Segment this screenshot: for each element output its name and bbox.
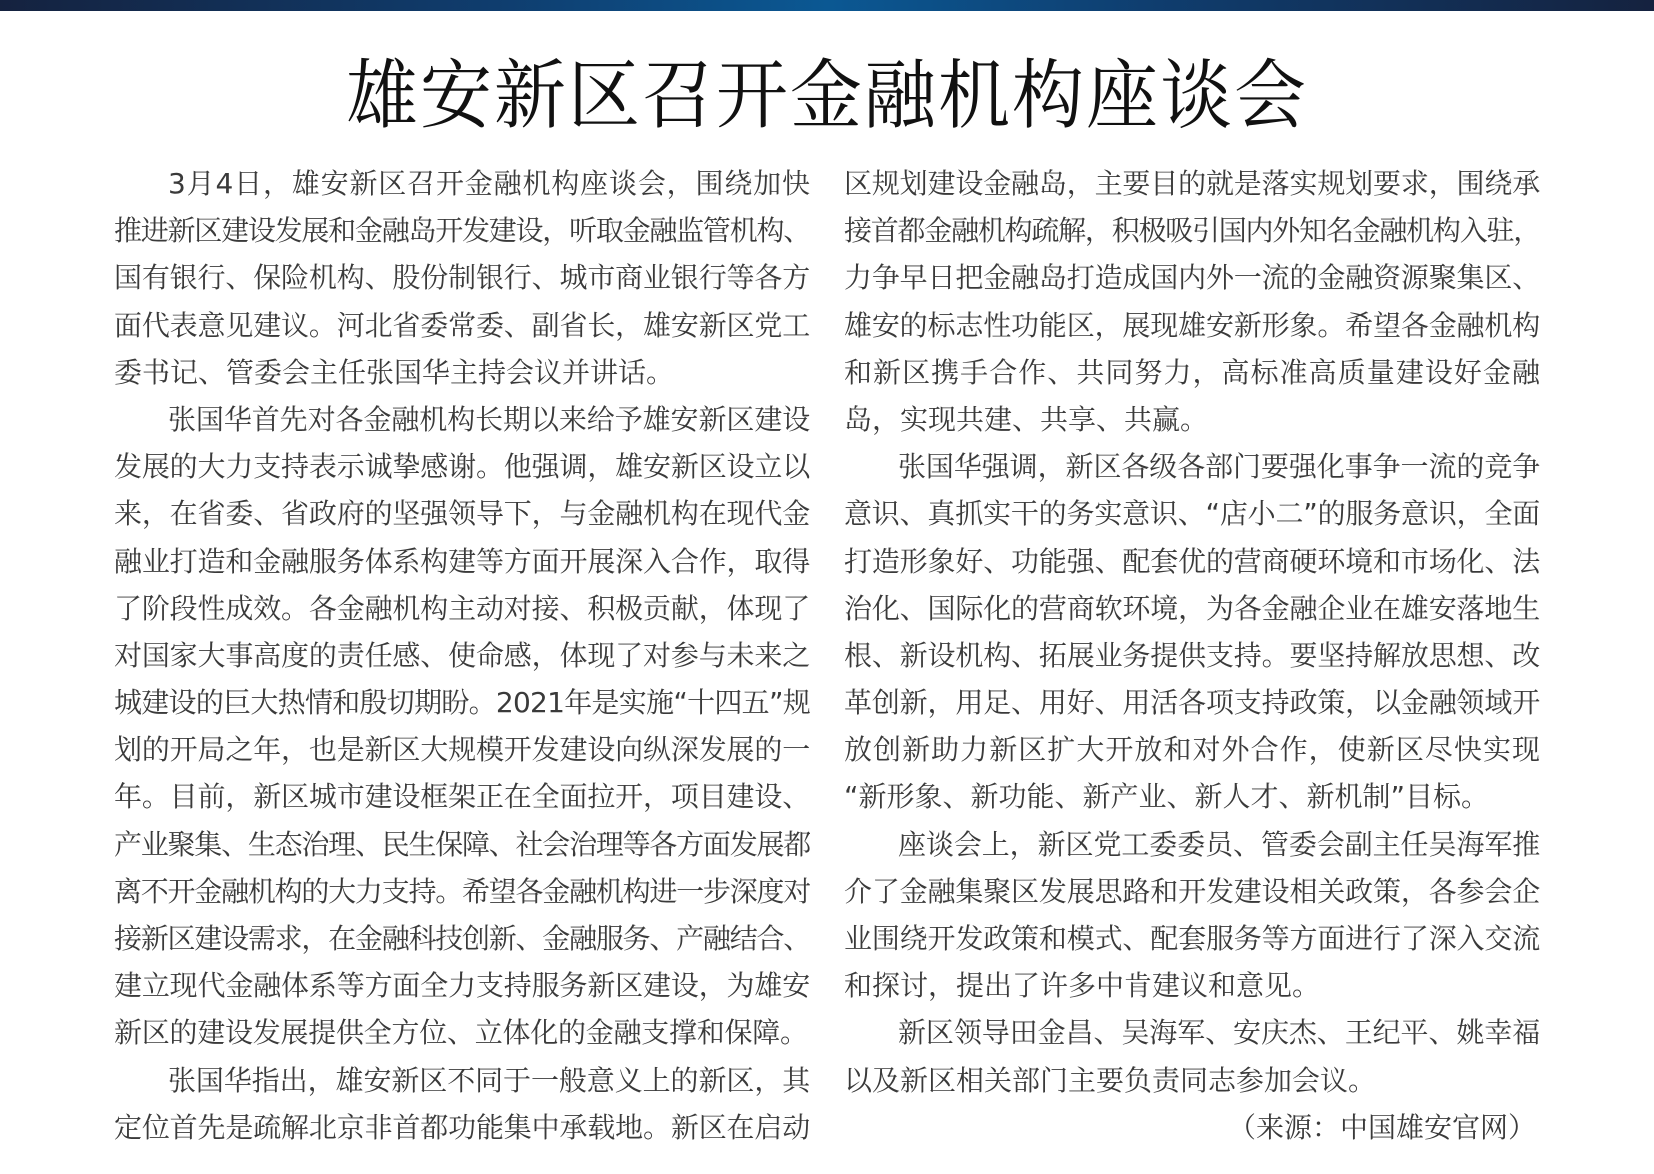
paragraph-line: 区规划建设金融岛，主要目的就是落实规划要求，围绕承	[844, 167, 1540, 200]
paragraph-line: 发展的大力支持表示诚挚感谢。他强调，雄安新区设立以	[114, 450, 810, 484]
article-column-left	[114, 160, 810, 1151]
paragraph-line: 划的开局之年，也是新区大规模开发建设向纵深发展的一	[114, 733, 810, 767]
paragraph-line: 业围绕开发政策和模式、配套服务等方面进行了深入交流	[844, 922, 1540, 955]
paragraph-line: 推进新区建设发展和金融岛开发建设，听取金融监管机构、	[114, 214, 810, 248]
paragraph-line: 接新区建设需求，在金融科技创新、金融服务、产融结合、	[114, 922, 810, 955]
paragraph-line: 来，在省委、省政府的坚强领导下，与金融机构在现代金	[114, 497, 810, 531]
paragraph-line: 张国华强调，新区各级各部门要强化事争一流的竞争	[898, 450, 1540, 484]
paragraph-line: 城建设的巨大热情和殷切期盼。2021年是实施“十四五”规	[114, 686, 810, 720]
paragraph-line: 雄安的标志性功能区，展现雄安新形象。希望各金融机构	[844, 308, 1540, 342]
paragraph-line: 根、新设机构、拓展业务提供支持。要坚持解放思想、改	[844, 638, 1540, 672]
paragraph-line: 介了金融集聚区发展思路和开发建设相关政策，各参会企	[844, 874, 1540, 908]
paragraph-line: 和探讨，提出了许多中肯建议和意见。	[844, 969, 1321, 1003]
paragraph-line: 以及新区相关部门主要负责同志参加会议。	[844, 1063, 1377, 1097]
paragraph-line: “新形象、新功能、新产业、新人才、新机制”目标。	[844, 780, 1490, 814]
paragraph-line: 新区领导田金昌、吴海军、安庆杰、王纪平、姚幸福	[898, 1016, 1540, 1050]
paragraph-line: 治化、国际化的营商软环境，为各金融企业在雄安落地生	[844, 591, 1540, 625]
article-paragraph	[114, 160, 810, 396]
article-title: 雄安新区召开金融机构座谈会	[345, 50, 1308, 140]
paragraph-line: 放创新助力新区扩大开放和对外合作，使新区尽快实现	[844, 733, 1540, 767]
article-paragraph	[844, 1009, 1540, 1103]
paragraph-line: 岛，实现共建、共享、共赢。	[844, 402, 1209, 436]
paragraph-line: 接首都金融机构疏解，积极吸引国内外知名金融机构入驻，	[844, 214, 1540, 248]
article-paragraph	[114, 396, 810, 1057]
paragraph-line: 了阶段性成效。各金融机构主动对接、积极贡献，体现了	[114, 591, 810, 625]
paragraph-line: 面代表意见建议。河北省委常委、副省长，雄安新区党工	[114, 308, 810, 342]
paragraph-line: 打造形象好、功能强、配套优的营商硬环境和市场化、法	[844, 544, 1540, 578]
header-accent-bar	[0, 0, 1654, 11]
article-source: （来源：中国雄安官网）	[1227, 1110, 1536, 1144]
article-column-right	[844, 160, 1540, 1151]
paragraph-line: 国有银行、保险机构、股份制银行、城市商业银行等各方	[114, 261, 810, 295]
paragraph-line: 融业打造和金融服务体系构建等方面开展深入合作，取得	[114, 544, 810, 578]
paragraph-line: 年。目前，新区城市建设框架正在全面拉开，项目建设、	[114, 780, 810, 814]
paragraph-line: 和新区携手合作、共同努力，高标准高质量建设好金融	[844, 355, 1540, 389]
paragraph-line: 产业聚集、生态治理、民生保障、社会治理等各方面发展都	[114, 827, 810, 861]
article-paragraph	[844, 160, 1540, 443]
paragraph-line: 新区的建设发展提供全方位、立体化的金融支撑和保障。	[114, 1016, 808, 1050]
paragraph-line: 建立现代金融体系等方面全力支持服务新区建设，为雄安	[114, 969, 810, 1003]
paragraph-line: 张国华指出，雄安新区不同于一般意义上的新区，其	[168, 1063, 810, 1097]
paragraph-line: 座谈会上，新区党工委委员、管委会副主任吴海军推	[898, 827, 1540, 861]
paragraph-line: 定位首先是疏解北京非首都功能集中承载地。新区在启动	[114, 1110, 810, 1144]
paragraph-line: 3月4日，雄安新区召开金融机构座谈会，围绕加快	[168, 167, 810, 200]
article-paragraph	[844, 443, 1540, 821]
paragraph-line: 对国家大事高度的责任感、使命感，体现了对参与未来之	[114, 638, 810, 672]
paragraph-line: 张国华首先对各金融机构长期以来给予雄安新区建设	[168, 402, 810, 436]
paragraph-line: 离不开金融机构的大力支持。希望各金融机构进一步深度对	[114, 874, 810, 908]
article-paragraph	[114, 1057, 810, 1151]
paragraph-line: 力争早日把金融岛打造成国内外一流的金融资源聚集区、	[844, 261, 1540, 295]
paragraph-line: 意识、真抓实干的务实意识、“店小二”的服务意识，全面	[844, 497, 1540, 531]
article-paragraph	[844, 821, 1540, 1010]
paragraph-line: 委书记、管委会主任张国华主持会议并讲话。	[114, 355, 675, 389]
paragraph-line: 革创新，用足、用好、用活各项支持政策，以金融领域开	[844, 686, 1540, 720]
